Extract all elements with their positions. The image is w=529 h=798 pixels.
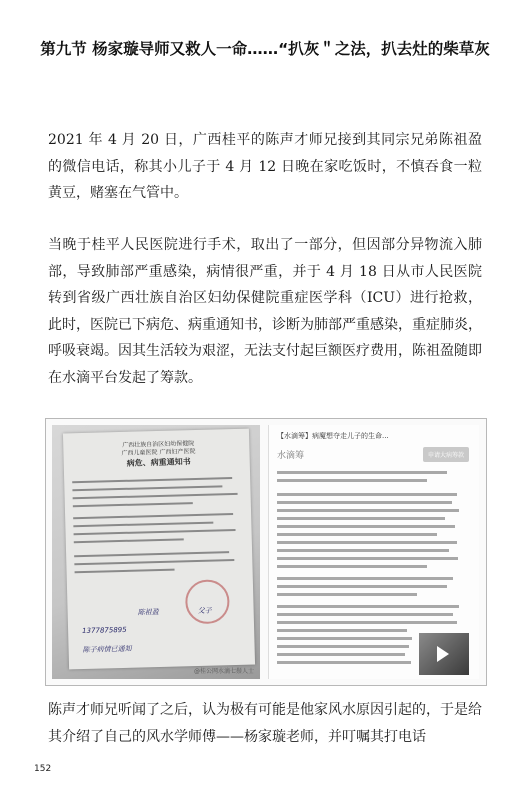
- notice-header-line2: 广西儿童医院 广西妇产医院: [121, 448, 196, 457]
- text-line: [277, 629, 407, 632]
- text-line: [75, 569, 175, 574]
- paragraph-1: 2021 年 4 月 20 日，广西桂平的陈声才师兄接到其同宗兄弟陈祖盈的微信电话，称其小儿子于 4 月 12 日晚在家吃饭时，不慎吞食一粒黄豆，赌塞在气管中。: [48, 132, 482, 201]
- text-line: [277, 493, 457, 496]
- medical-notice-photo: [52, 425, 260, 679]
- notice-header-line1: 广西壮族自治区妇幼保健院: [122, 440, 195, 449]
- text-line: [277, 541, 457, 544]
- text-line: [277, 613, 453, 616]
- fundraising-screenshot: [268, 425, 479, 679]
- text-line: [277, 637, 412, 640]
- text-line: [277, 479, 427, 482]
- text-line: [277, 585, 447, 588]
- text-line: [277, 621, 457, 624]
- page-number: 152: [34, 764, 52, 774]
- paragraph-3: 陈声才师兄听闻了之后，认为极有可能是他家风水原因引起的，于是给其介绍了自己的风水学师傅——杨家璇老师，并叮嘱其打电话: [48, 702, 482, 745]
- text-line: [72, 485, 222, 491]
- hospital-stamp: [185, 579, 230, 624]
- text-line: [72, 477, 232, 483]
- text-line: [74, 529, 236, 535]
- screenshot-header: 【水滴筹】病魔想夺走儿子的生命...: [277, 432, 389, 440]
- apply-fundraising-button: 申请大病筹款: [423, 447, 469, 462]
- notice-paper: [63, 429, 255, 670]
- text-line: [277, 645, 409, 648]
- video-thumbnail: [419, 633, 469, 675]
- text-line: [74, 538, 184, 543]
- play-icon: [437, 646, 449, 662]
- text-line: [277, 509, 459, 512]
- text-line: [74, 551, 229, 557]
- text-line: [277, 593, 417, 596]
- text-line: [277, 661, 411, 664]
- text-line: [277, 605, 459, 608]
- shuidichou-logo: 水滴筹: [277, 451, 305, 461]
- notice-header: [93, 439, 224, 469]
- text-line: [277, 501, 452, 504]
- handwriting-phone: 1377875895: [82, 625, 127, 636]
- text-line: [73, 522, 213, 528]
- text-line: [277, 565, 427, 568]
- screenshot-logo-row: [277, 445, 473, 463]
- handwriting-relation: 父子: [197, 606, 212, 616]
- text-line: [277, 653, 405, 656]
- text-line: [277, 525, 455, 528]
- handwriting-name: 陈祖盈: [137, 608, 159, 617]
- notice-header-main: 病危、病重通知书: [126, 457, 191, 468]
- text-line: [73, 502, 193, 507]
- text-line: [73, 513, 233, 519]
- text-line: [277, 533, 437, 536]
- text-line: [277, 577, 453, 580]
- text-line: [73, 493, 238, 499]
- text-line: [277, 471, 447, 474]
- paragraph-2: 当晚于桂平人民医院进行手术，取出了一部分，但因部分异物流入肺部，导致肺部严重感染，病情很严重，并于 4 月 18 日从市人民医院转到省级广西壮族自治区妇幼保健院重症医学科（ICU）进行抢救，此时，医院已下病危、病重通知书，诊断为肺部严重感染，重症肺炎，呼吸衰竭。因其生活较为艰涩，无法支付起巨额医疗费用，陈祖盈随即在水滴平台发起了筹款。: [48, 237, 482, 386]
- photo-watermark: @桂公网水滴七鬃人士: [193, 668, 254, 675]
- text-line: [74, 559, 234, 565]
- text-line: [277, 549, 449, 552]
- section-title: 第九节 杨家璇导师又救人一命……“扒灰＂之法，扒去灶的柴草灰: [40, 40, 490, 58]
- text-line: [277, 517, 445, 520]
- text-line: [277, 557, 458, 560]
- figure-images: [45, 418, 487, 686]
- handwriting-note: 陈子病情已通知: [82, 644, 132, 655]
